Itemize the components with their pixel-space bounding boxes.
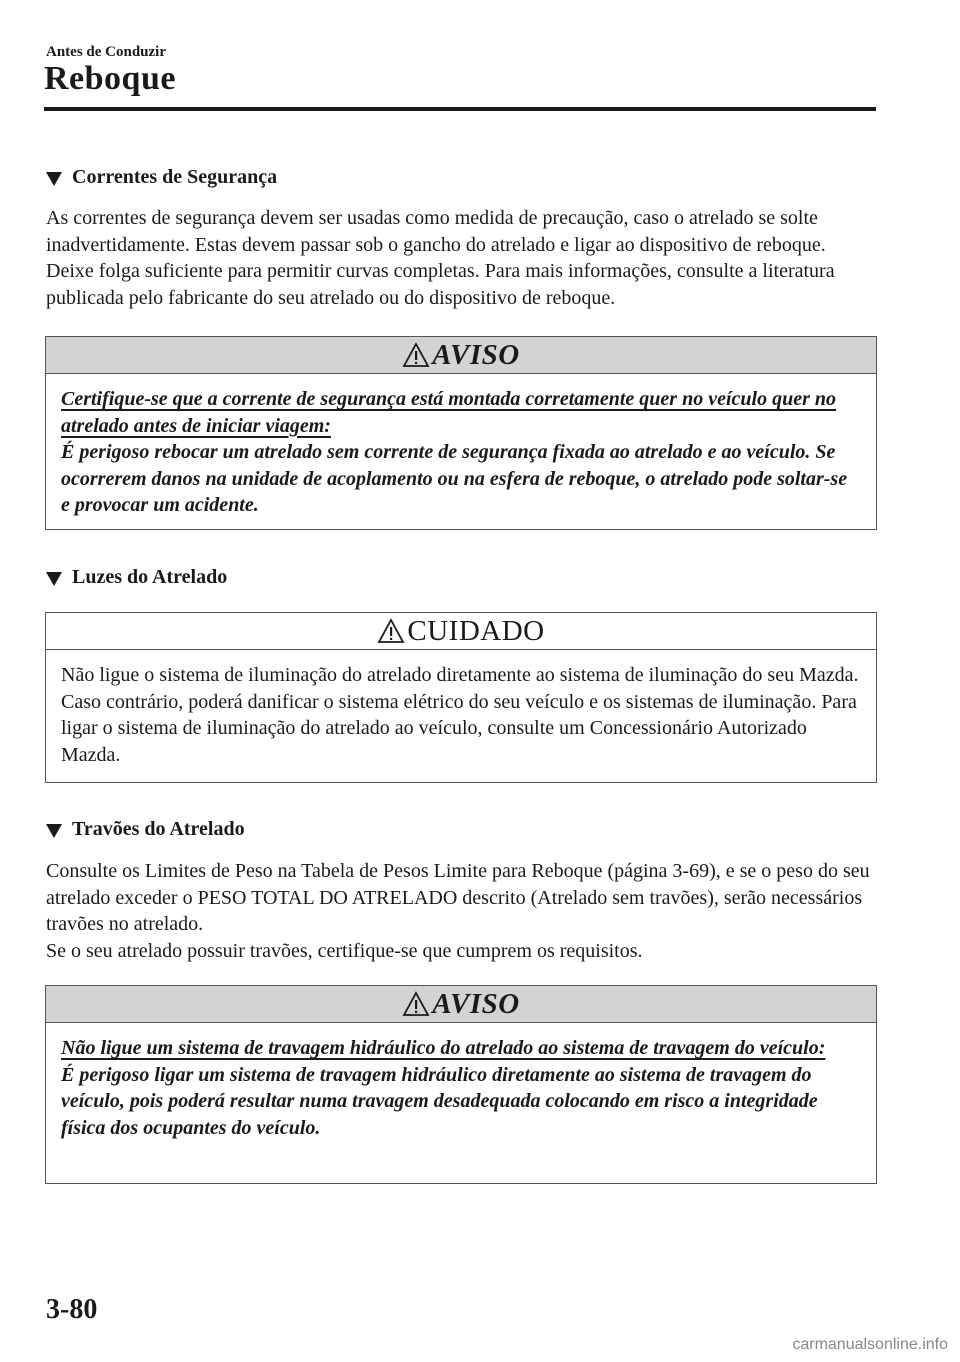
caution-label: CUIDADO xyxy=(407,614,545,647)
warning-triangle-icon xyxy=(377,618,405,644)
section-heading-text: Correntes de Segurança xyxy=(72,166,278,188)
warning-label: AVISO xyxy=(432,338,520,371)
chapter-label: Antes de Conduzir xyxy=(46,44,167,60)
caution-box-body xyxy=(46,650,876,780)
caution-text: Não ligue o sistema de iluminação do atrelado diretamente ao sistema de iluminação do seu Mazda. Caso contrário, poderá danificar o sistema elétrico do seu veículo e os sistemas de iluminação. Para ligar o sistema de iluminação do atrelado ao veículo, consulte um Concessionário Autorizado Mazda. xyxy=(61,664,859,766)
paragraph-text: As correntes de segurança devem ser usadas como medida de precaução, caso o atrelado se solte inadvertidamente. Estas devem passar sob o gancho do atrelado e ligar ao dispositivo de reboque. Deixe folga suficiente para permitir curvas completas. Para mais informações, consulte a literatura publicada pelo fabricante do seu atrelado ou do dispositivo de reboque. xyxy=(46,207,835,309)
page-number: 3-80 xyxy=(46,1294,98,1325)
section-heading-trailer-brakes xyxy=(46,818,245,841)
warning-box-header xyxy=(46,337,876,374)
triangle-down-icon xyxy=(46,824,62,838)
paragraph-text-2: Se o seu atrelado possuir travões, certifique-se que cumprem os requisitos. xyxy=(46,939,643,962)
section-heading-text: Luzes do Atrelado xyxy=(72,566,228,588)
warning-triangle-icon xyxy=(402,342,430,368)
title-rule xyxy=(44,107,876,111)
paragraph-text-1: Consulte os Limites de Peso na Tabela de Pesos Limite para Reboque (página 3-69), e se o peso do seu atrelado exceder o PESO TOTAL DO ATRELADO descrito (Atrelado sem travões), serão necessários travões no atrelado. xyxy=(46,860,870,935)
warning-text: É perigoso rebocar um atrelado sem corrente de segurança fixada ao atrelado e ao veículo. Se ocorrerem danos na unidade de acoplamento ou na esfera de reboque, o atrelado pode soltar-se e provocar um acidente. xyxy=(61,441,848,516)
section-heading-safety-chains xyxy=(46,166,277,189)
warning-box-safety-chains xyxy=(45,336,877,530)
warning-triangle-icon xyxy=(402,991,430,1017)
section-heading-text: Travões do Atrelado xyxy=(72,818,245,840)
triangle-down-icon xyxy=(46,172,62,186)
watermark: carmanualsonline.info xyxy=(792,1336,948,1353)
caution-box-trailer-lights xyxy=(45,612,877,783)
trailer-brakes-paragraph xyxy=(46,858,876,964)
warning-lead: Certifique-se que a corrente de segurança está montada corretamente quer no veículo quer no atrelado antes de iniciar viagem: xyxy=(61,388,836,437)
warning-lead: Não ligue um sistema de travagem hidráulico do atrelado ao sistema de travagem do veículo: xyxy=(61,1037,826,1059)
triangle-down-icon xyxy=(46,572,62,586)
page-title: Reboque xyxy=(44,60,176,97)
section-heading-trailer-lights xyxy=(46,566,227,589)
warning-text: É perigoso ligar um sistema de travagem hidráulico diretamente ao sistema de travagem do veículo, pois poderá resultar numa travagem desadequada colocando em risco a integridade física dos ocupantes do veículo. xyxy=(61,1063,818,1139)
warning-box-body xyxy=(46,374,876,531)
safety-chains-paragraph xyxy=(46,205,876,311)
caution-box-header xyxy=(46,613,876,650)
warning-box-header xyxy=(46,986,876,1023)
warning-box-trailer-brakes xyxy=(45,985,877,1184)
warning-box-body xyxy=(46,1023,876,1153)
warning-label: AVISO xyxy=(432,987,520,1020)
